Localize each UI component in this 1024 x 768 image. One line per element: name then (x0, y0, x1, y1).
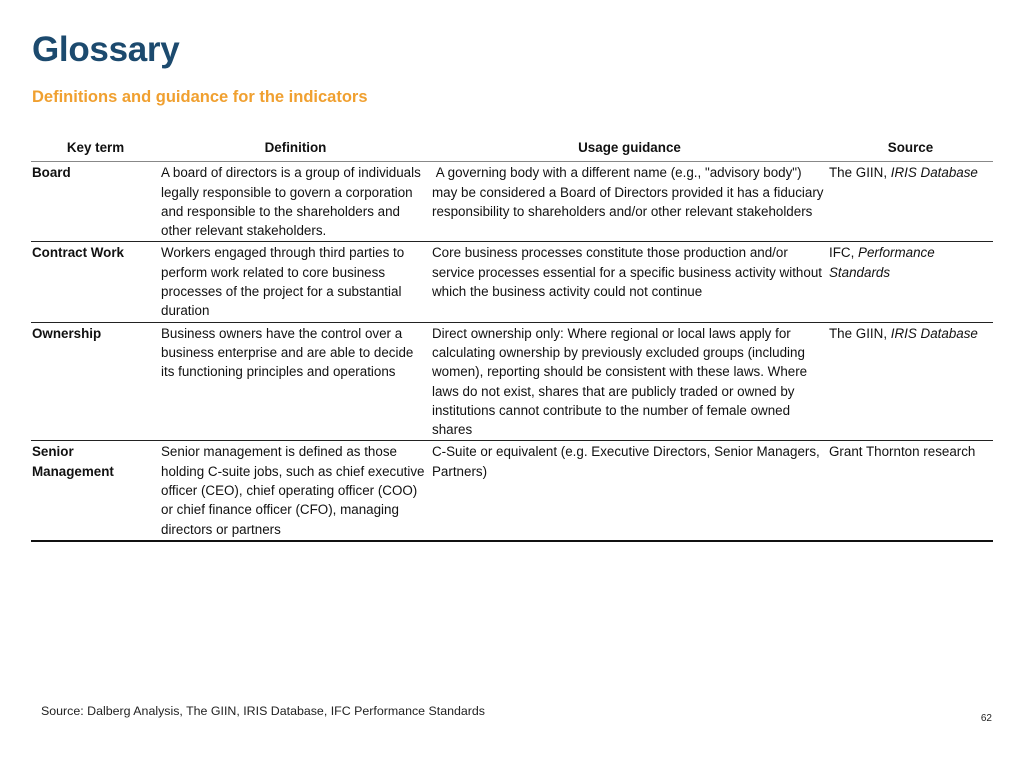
source-footnote: Source: Dalberg Analysis, The GIIN, IRIS Database, IFC Performance Standards (41, 704, 485, 718)
source-cell (828, 322, 993, 441)
source-italic-text: Performance Standards (829, 245, 935, 280)
source-cell (828, 242, 993, 322)
key-term-cell: Senior Management (31, 441, 160, 541)
usage-guidance-cell: A governing body with a different name (e.g., "advisory body") may be considered a Board of Directors provided it has a fiduciary responsibility to shareholders and/or other relevant stakeholders (431, 162, 828, 242)
page-number: 62 (980, 713, 992, 724)
header-key-term: Key term (31, 136, 160, 162)
table-row (31, 322, 993, 441)
source-italic-text: IRIS Database (890, 325, 978, 341)
source-text: Grant Thornton research (829, 444, 976, 460)
source-text: The GIIN, (829, 165, 891, 181)
source-text: IFC, (829, 245, 859, 261)
definition-cell: Workers engaged through third parties to perform work related to core business processes of the project for a substantial duration (160, 242, 431, 322)
glossary-table (31, 136, 993, 542)
definition-cell: Senior management is defined as those holding C-suite jobs, such as chief executive officer (CEO), chief operating officer (COO) or chief finance officer (CFO), managing directors or partners (160, 441, 431, 541)
key-term-cell: Board (31, 162, 160, 242)
source-italic-text: IRIS Database (890, 165, 978, 181)
usage-guidance-cell: C-Suite or equivalent (e.g. Executive Directors, Senior Managers, Partners) (431, 441, 828, 541)
key-term-cell: Ownership (31, 322, 160, 441)
source-cell (828, 162, 993, 242)
page-subtitle: Definitions and guidance for the indicators (32, 88, 368, 106)
header-source: Source (828, 136, 993, 162)
source-cell (828, 441, 993, 541)
table-row (31, 162, 993, 242)
usage-guidance-cell: Core business processes constitute those production and/or service processes essential for a specific business activity without which the business activity could not continue (431, 242, 828, 322)
definition-cell: A board of directors is a group of individuals legally responsible to govern a corporation and responsible to the shareholders and other relevant stakeholders. (160, 162, 431, 242)
source-text: The GIIN, (829, 325, 891, 341)
table-row (31, 441, 993, 541)
table-header-row (31, 136, 993, 162)
table-row (31, 242, 993, 322)
definition-cell: Business owners have the control over a business enterprise and are able to decide its functioning principles and operations (160, 322, 431, 441)
key-term-cell: Contract Work (31, 242, 160, 322)
header-usage-guidance: Usage guidance (431, 136, 828, 162)
usage-guidance-cell: Direct ownership only: Where regional or local laws apply for calculating ownership by previously excluded groups (including women), reporting should be consistent with these laws. Where laws do not exist, shares that are publicly traded or owned by institutions cannot contribute to the number of female owned shares (431, 322, 828, 441)
page-title: Glossary (32, 30, 180, 69)
header-definition: Definition (160, 136, 431, 162)
